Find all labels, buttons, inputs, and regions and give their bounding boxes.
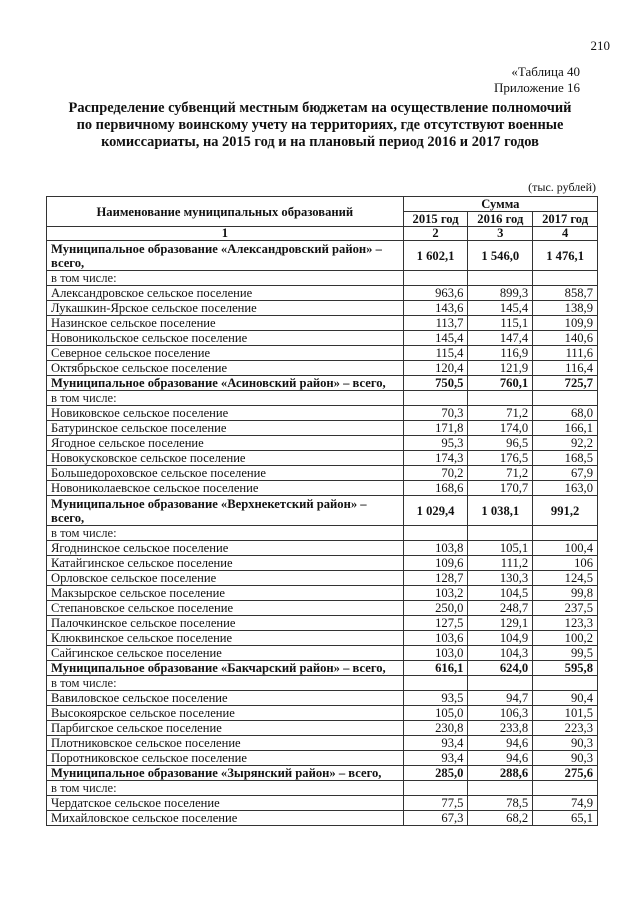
district-total-row	[47, 766, 598, 781]
value-2017	[533, 676, 598, 691]
value-2015: 67,3	[403, 811, 468, 826]
value-2016: 899,3	[468, 286, 533, 301]
municipality-name: Лукашкин-Ярское сельское поселение	[47, 301, 404, 316]
value-2017: 116,4	[533, 361, 598, 376]
value-2017: 101,5	[533, 706, 598, 721]
value-2017: 124,5	[533, 571, 598, 586]
including-label-row	[47, 676, 598, 691]
value-2015: 93,5	[403, 691, 468, 706]
value-2015: 616,1	[403, 661, 468, 676]
value-2016: 288,6	[468, 766, 533, 781]
value-2017: 74,9	[533, 796, 598, 811]
value-2016: 104,9	[468, 631, 533, 646]
value-2017: 725,7	[533, 376, 598, 391]
value-2016: 71,2	[468, 466, 533, 481]
header-sum-group: Сумма	[403, 197, 597, 212]
value-2016: 116,9	[468, 346, 533, 361]
settlement-row	[47, 286, 598, 301]
value-2015: 750,5	[403, 376, 468, 391]
municipality-name: Сайгинское сельское поселение	[47, 646, 404, 661]
district-total-row	[47, 661, 598, 676]
value-2016: 94,7	[468, 691, 533, 706]
including-label-row	[47, 391, 598, 406]
value-2017: 166,1	[533, 421, 598, 436]
settlement-row	[47, 361, 598, 376]
municipality-name: Новониколаевское сельское поселение	[47, 481, 404, 496]
value-2015: 103,8	[403, 541, 468, 556]
value-2017: 90,4	[533, 691, 598, 706]
value-2017: 90,3	[533, 751, 598, 766]
settlement-row	[47, 691, 598, 706]
value-2016: 176,5	[468, 451, 533, 466]
value-2015: 70,3	[403, 406, 468, 421]
value-2017	[533, 271, 598, 286]
value-2015: 109,6	[403, 556, 468, 571]
value-2016: 71,2	[468, 406, 533, 421]
settlement-row	[47, 316, 598, 331]
value-2015: 145,4	[403, 331, 468, 346]
value-2015	[403, 676, 468, 691]
municipality-name: Степановское сельское поселение	[47, 601, 404, 616]
value-2016: 94,6	[468, 736, 533, 751]
value-2017: 65,1	[533, 811, 598, 826]
settlement-row	[47, 406, 598, 421]
value-2017: 67,9	[533, 466, 598, 481]
value-2015	[403, 271, 468, 286]
column-number: 2	[403, 227, 468, 241]
settlement-row	[47, 541, 598, 556]
settlement-row	[47, 451, 598, 466]
value-2016	[468, 526, 533, 541]
settlement-row	[47, 601, 598, 616]
value-2016: 106,3	[468, 706, 533, 721]
settlement-row	[47, 346, 598, 361]
value-2016: 624,0	[468, 661, 533, 676]
settlement-row	[47, 436, 598, 451]
value-2017: 168,5	[533, 451, 598, 466]
value-2017: 138,9	[533, 301, 598, 316]
document-title	[40, 100, 600, 151]
value-2016: 129,1	[468, 616, 533, 631]
value-2016	[468, 781, 533, 796]
title-line: по первичному воинскому учету на территориях, где отсутствуют военные	[76, 117, 564, 133]
municipality-name: Новокусковское сельское поселение	[47, 451, 404, 466]
value-2017	[533, 391, 598, 406]
value-2015: 127,5	[403, 616, 468, 631]
table-reference	[494, 64, 580, 96]
value-2016: 233,8	[468, 721, 533, 736]
value-2016: 115,1	[468, 316, 533, 331]
municipality-name: Катайгинское сельское поселение	[47, 556, 404, 571]
header-year-2016: 2016 год	[468, 212, 533, 227]
value-2017: 163,0	[533, 481, 598, 496]
value-2015: 113,7	[403, 316, 468, 331]
header-year-2017: 2017 год	[533, 212, 598, 227]
including-label-row	[47, 526, 598, 541]
municipality-name: Муниципальное образование «Зырянский район» – всего,	[47, 766, 404, 781]
settlement-row	[47, 646, 598, 661]
municipality-name: Парбигское сельское поселение	[47, 721, 404, 736]
value-2015: 103,6	[403, 631, 468, 646]
settlement-row	[47, 796, 598, 811]
value-2015: 171,8	[403, 421, 468, 436]
table-label: «Таблица 40	[511, 64, 580, 79]
value-2016: 104,5	[468, 586, 533, 601]
value-2017: 106	[533, 556, 598, 571]
value-2016	[468, 271, 533, 286]
municipality-name: Муниципальное образование «Александровский район» – всего,	[47, 241, 404, 271]
column-number-row	[47, 227, 598, 241]
value-2015: 250,0	[403, 601, 468, 616]
value-2017: 99,5	[533, 646, 598, 661]
value-2017: 991,2	[533, 496, 598, 526]
municipality-name: Вавиловское сельское поселение	[47, 691, 404, 706]
settlement-row	[47, 721, 598, 736]
settlement-row	[47, 751, 598, 766]
title-line: Распределение субвенций местным бюджетам на осуществление полномочий	[68, 100, 572, 116]
value-2017: 223,3	[533, 721, 598, 736]
municipality-name: Ягодное сельское поселение	[47, 436, 404, 451]
district-total-row	[47, 241, 598, 271]
municipality-name: в том числе:	[47, 676, 404, 691]
value-2016: 174,0	[468, 421, 533, 436]
municipality-name: в том числе:	[47, 781, 404, 796]
value-2015: 103,2	[403, 586, 468, 601]
value-2015	[403, 526, 468, 541]
municipality-name: Новиковское сельское поселение	[47, 406, 404, 421]
municipality-name: Муниципальное образование «Асиновский район» – всего,	[47, 376, 404, 391]
value-2015: 103,0	[403, 646, 468, 661]
municipality-name: Поротниковское сельское поселение	[47, 751, 404, 766]
value-2016: 96,5	[468, 436, 533, 451]
municipality-name: в том числе:	[47, 271, 404, 286]
settlement-row	[47, 631, 598, 646]
header-name-column: Наименование муниципальных образований	[47, 197, 404, 227]
column-number: 1	[47, 227, 404, 241]
municipality-name: Октябрьское сельское поселение	[47, 361, 404, 376]
value-2017	[533, 781, 598, 796]
including-label-row	[47, 271, 598, 286]
value-2017: 111,6	[533, 346, 598, 361]
table-body	[47, 241, 598, 826]
municipality-name: Большедороховское сельское поселение	[47, 466, 404, 481]
settlement-row	[47, 736, 598, 751]
including-label-row	[47, 781, 598, 796]
value-2015: 230,8	[403, 721, 468, 736]
municipality-name: Макзырское сельское поселение	[47, 586, 404, 601]
value-2016: 94,6	[468, 751, 533, 766]
value-2015	[403, 391, 468, 406]
municipality-name: Новоникольское сельское поселение	[47, 331, 404, 346]
value-2016: 78,5	[468, 796, 533, 811]
value-2015: 174,3	[403, 451, 468, 466]
municipality-name: Александровское сельское поселение	[47, 286, 404, 301]
value-2016	[468, 676, 533, 691]
municipality-name: Палочкинское сельское поселение	[47, 616, 404, 631]
value-2017: 100,4	[533, 541, 598, 556]
municipality-name: Батуринское сельское поселение	[47, 421, 404, 436]
value-2017: 92,2	[533, 436, 598, 451]
value-2016: 130,3	[468, 571, 533, 586]
value-2017: 595,8	[533, 661, 598, 676]
settlement-row	[47, 571, 598, 586]
settlement-row	[47, 331, 598, 346]
value-2017: 90,3	[533, 736, 598, 751]
value-2015: 93,4	[403, 751, 468, 766]
settlement-row	[47, 811, 598, 826]
value-2016: 1 546,0	[468, 241, 533, 271]
page-number: 210	[590, 38, 610, 53]
value-2015: 285,0	[403, 766, 468, 781]
value-2017: 858,7	[533, 286, 598, 301]
value-2015: 963,6	[403, 286, 468, 301]
subvention-table	[46, 196, 598, 826]
municipality-name: Высокоярское сельское поселение	[47, 706, 404, 721]
value-2016: 1 038,1	[468, 496, 533, 526]
municipality-name: Плотниковское сельское поселение	[47, 736, 404, 751]
value-2017: 100,2	[533, 631, 598, 646]
header-year-2015: 2015 год	[403, 212, 468, 227]
value-2016: 760,1	[468, 376, 533, 391]
value-2015: 105,0	[403, 706, 468, 721]
value-2015: 128,7	[403, 571, 468, 586]
municipality-name: Назинское сельское поселение	[47, 316, 404, 331]
value-2015: 77,5	[403, 796, 468, 811]
value-2016: 248,7	[468, 601, 533, 616]
value-2016: 111,2	[468, 556, 533, 571]
settlement-row	[47, 421, 598, 436]
column-number: 3	[468, 227, 533, 241]
value-2015: 115,4	[403, 346, 468, 361]
value-2017: 275,6	[533, 766, 598, 781]
value-2016: 68,2	[468, 811, 533, 826]
value-2016: 170,7	[468, 481, 533, 496]
value-2015: 95,3	[403, 436, 468, 451]
settlement-row	[47, 481, 598, 496]
column-number: 4	[533, 227, 598, 241]
municipality-name: Михайловское сельское поселение	[47, 811, 404, 826]
municipality-name: Орловское сельское поселение	[47, 571, 404, 586]
value-2015: 70,2	[403, 466, 468, 481]
value-2016: 145,4	[468, 301, 533, 316]
value-2016: 121,9	[468, 361, 533, 376]
settlement-row	[47, 586, 598, 601]
value-2017: 123,3	[533, 616, 598, 631]
value-2015: 143,6	[403, 301, 468, 316]
value-2017: 1 476,1	[533, 241, 598, 271]
municipality-name: Клюквинское сельское поселение	[47, 631, 404, 646]
municipality-name: в том числе:	[47, 526, 404, 541]
value-2015	[403, 781, 468, 796]
value-2015: 93,4	[403, 736, 468, 751]
value-2016: 147,4	[468, 331, 533, 346]
value-2016: 104,3	[468, 646, 533, 661]
value-2017: 237,5	[533, 601, 598, 616]
value-2015: 1 602,1	[403, 241, 468, 271]
value-2015: 1 029,4	[403, 496, 468, 526]
value-2015: 120,4	[403, 361, 468, 376]
value-2017: 68,0	[533, 406, 598, 421]
value-2017: 109,9	[533, 316, 598, 331]
settlement-row	[47, 301, 598, 316]
municipality-name: в том числе:	[47, 391, 404, 406]
municipality-name: Муниципальное образование «Верхнекетский район» – всего,	[47, 496, 404, 526]
units-label: (тыс. рублей)	[528, 180, 596, 194]
value-2016: 105,1	[468, 541, 533, 556]
municipality-name: Чердатское сельское поселение	[47, 796, 404, 811]
value-2015: 168,6	[403, 481, 468, 496]
value-2017: 99,8	[533, 586, 598, 601]
appendix-label: Приложение 16	[493, 80, 580, 95]
settlement-row	[47, 466, 598, 481]
district-total-row	[47, 376, 598, 391]
settlement-row	[47, 556, 598, 571]
value-2017	[533, 526, 598, 541]
municipality-name: Ягоднинское сельское поселение	[47, 541, 404, 556]
settlement-row	[47, 706, 598, 721]
municipality-name: Северное сельское поселение	[47, 346, 404, 361]
value-2017: 140,6	[533, 331, 598, 346]
settlement-row	[47, 616, 598, 631]
district-total-row	[47, 496, 598, 526]
municipality-name: Муниципальное образование «Бакчарский район» – всего,	[47, 661, 404, 676]
header-row	[47, 197, 598, 212]
value-2016	[468, 391, 533, 406]
title-line: комиссариаты, на 2015 год и на плановый период 2016 и 2017 годов	[101, 134, 539, 150]
